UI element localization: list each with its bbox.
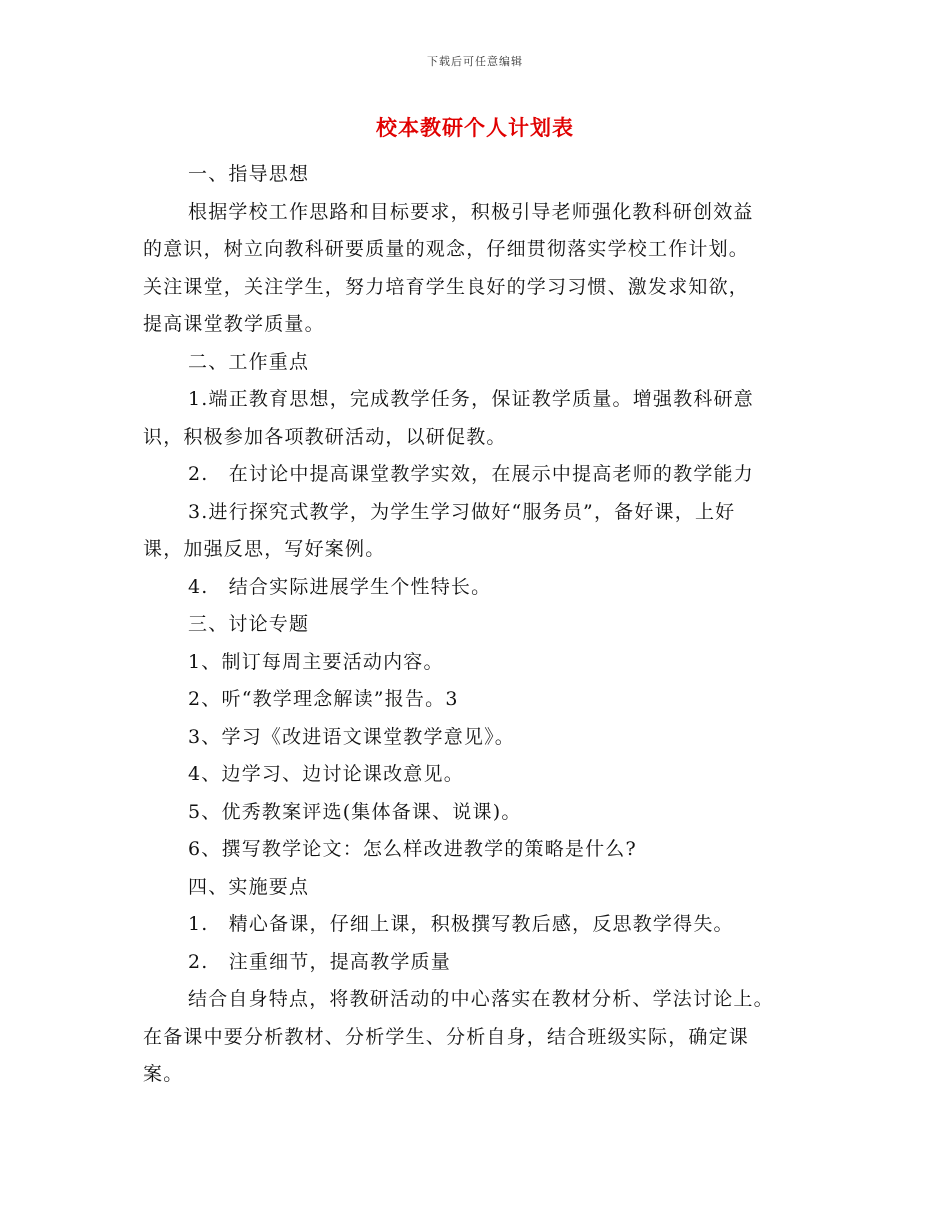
body-line: 案。 <box>143 1063 184 1085</box>
body-line: 在备课中要分析教材、分析学生、分析自身，结合班级实际，确定课 <box>143 1025 750 1048</box>
body-line: 1、制订每周主要活动内容。 <box>188 650 444 673</box>
body-line: 关注课堂，关注学生，努力培育学生良好的学习习惯、激发求知欲， <box>143 275 750 298</box>
body-line: 2. 注重细节，提高教学质量 <box>188 950 451 973</box>
body-line: 二、工作重点 <box>188 350 310 373</box>
body-line: 三、讨论专题 <box>188 613 310 635</box>
body-line: 1. 精心备课，仔细上课，积极撰写教后感，反思教学得失。 <box>188 913 734 935</box>
document-title: 校本教研个人计划表 <box>376 115 574 140</box>
body-line: 2. 在讨论中提高课堂教学实效，在展示中提高老师的教学能力 <box>188 463 754 485</box>
body-line: 5、优秀教案评选(集体备课、说课)。 <box>188 800 522 823</box>
document-body <box>143 156 815 1094</box>
body-line: 3.进行探究式教学，为学生学习做好“服务员”，备好课，上好 <box>188 500 736 523</box>
body-line: 根据学校工作思路和目标要求，积极引导老师强化教科研创效益 <box>188 200 754 223</box>
body-line: 2、听“教学理念解读”报告。3 <box>188 688 459 710</box>
body-line: 结合自身特点，将教研活动的中心落实在教材分析、学法讨论上。 <box>188 988 774 1010</box>
body-line: 一、指导思想 <box>188 163 310 185</box>
body-line: 1.端正教育思想，完成教学任务，保证教学质量。增强教科研意 <box>188 388 754 410</box>
body-line: 的意识，树立向教科研要质量的观念，仔细贯彻落实学校工作计划。 <box>143 238 750 260</box>
body-line: 6、撰写教学论文：怎么样改进教学的策略是什么? <box>188 838 637 860</box>
header-note: 下载后可任意编辑 <box>427 55 523 68</box>
body-line: 4. 结合实际进展学生个性特长。 <box>188 575 492 598</box>
body-line: 识，积极参加各项教研活动，以研促教。 <box>143 425 507 448</box>
body-line: 4、边学习、边讨论课改意见。 <box>188 763 464 785</box>
body-line: 四、实施要点 <box>188 875 310 898</box>
body-line: 课，加强反思，写好案例。 <box>143 538 386 560</box>
body-line: 提高课堂教学质量。 <box>143 313 325 335</box>
body-line: 3、学习《改进语文课堂教学意见》。 <box>188 725 515 748</box>
